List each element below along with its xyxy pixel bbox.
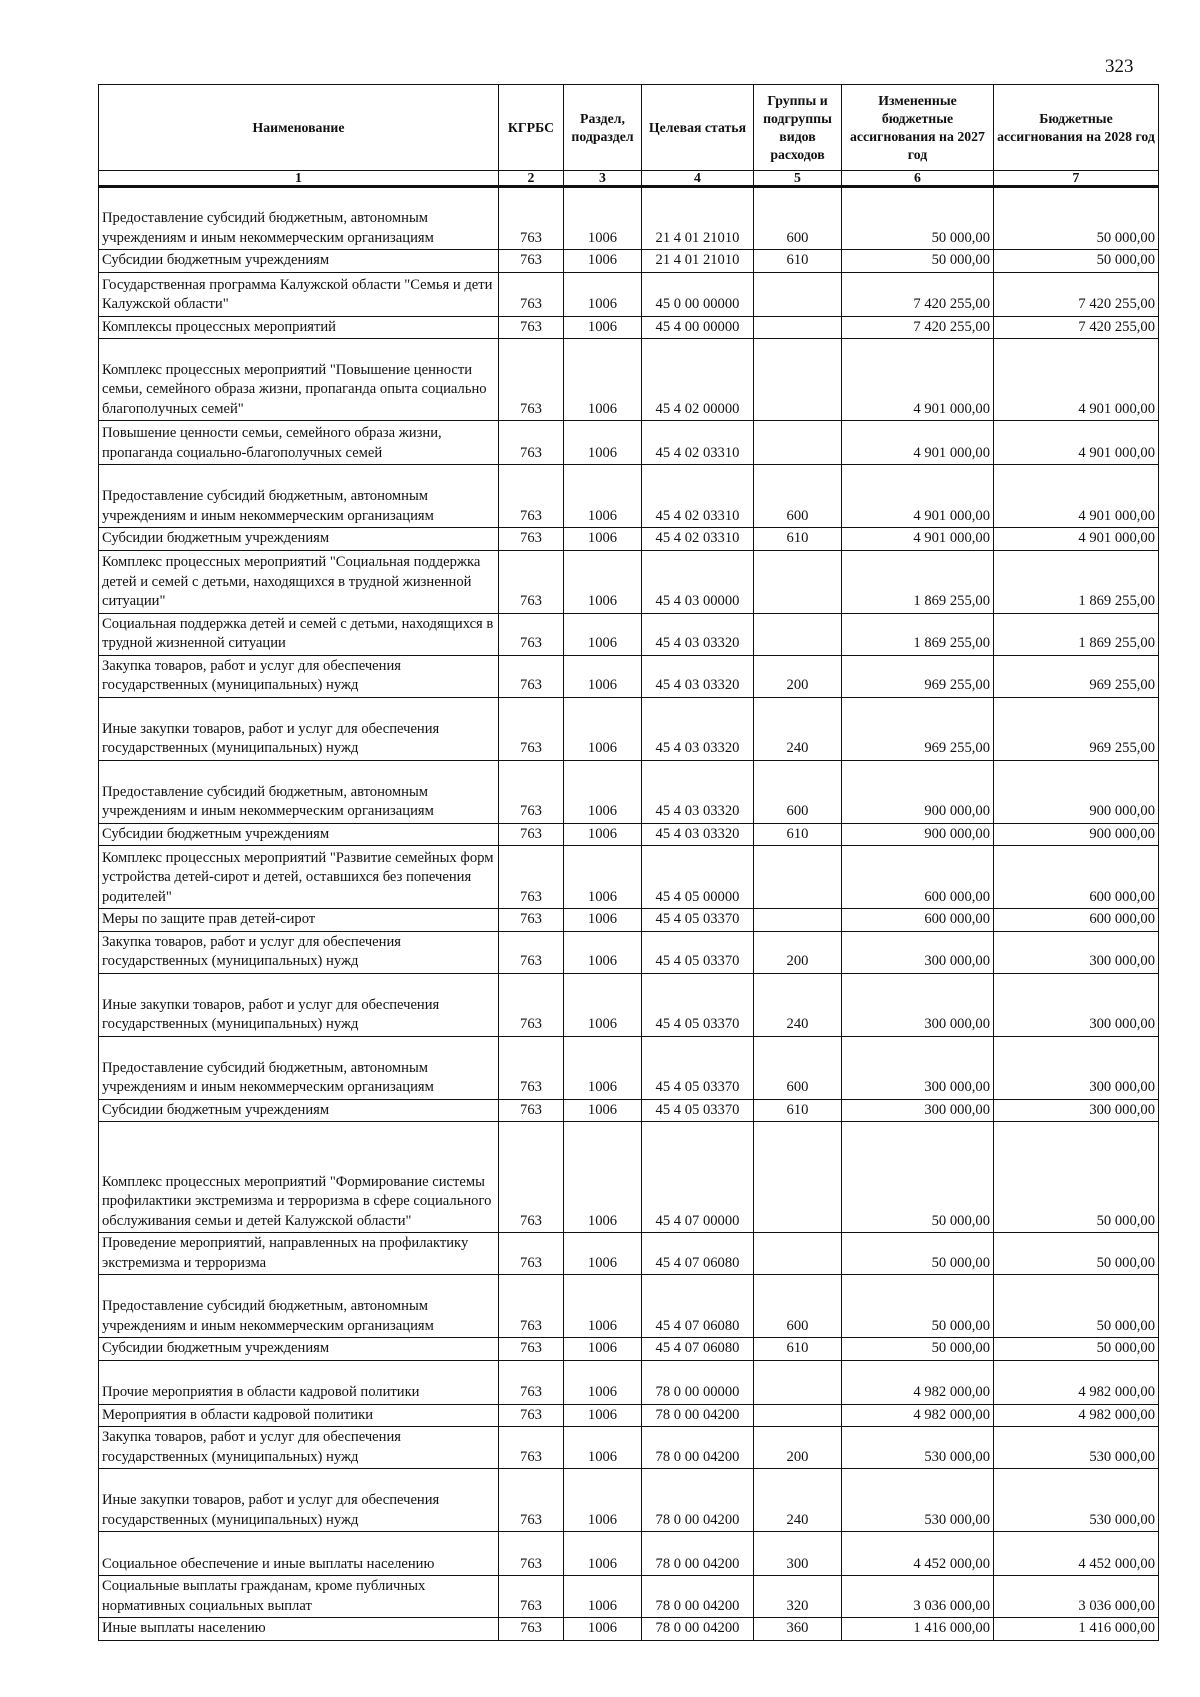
- row-name: Повышение ценности семьи, семейного образа жизни, пропаганда социально-благополучных семей: [99, 421, 499, 465]
- row-section: 1006: [564, 528, 642, 551]
- row-name: Иные закупки товаров, работ и услуг для обеспечения государственных (муниципальных) нужд: [99, 1469, 499, 1532]
- row-target-article: 45 4 05 03370: [642, 1099, 754, 1122]
- row-target-article: 45 4 07 00000: [642, 1122, 754, 1233]
- row-target-article: 45 4 00 00000: [642, 316, 754, 339]
- table-row: [99, 1427, 1159, 1469]
- row-name: Иные выплаты населению: [99, 1618, 499, 1641]
- row-kgrbs: 763: [499, 846, 564, 909]
- row-amount-2028: 50 000,00: [994, 1122, 1159, 1233]
- row-name: Иные закупки товаров, работ и услуг для обеспечения государственных (муниципальных) нужд: [99, 973, 499, 1036]
- row-expense-group: 200: [754, 655, 842, 697]
- row-amount-2028: 900 000,00: [994, 760, 1159, 823]
- row-section: 1006: [564, 272, 642, 316]
- table-row: [99, 697, 1159, 760]
- row-section: 1006: [564, 973, 642, 1036]
- row-expense-group: [754, 316, 842, 339]
- row-amount-2028: 7 420 255,00: [994, 272, 1159, 316]
- row-name: Субсидии бюджетным учреждениям: [99, 823, 499, 846]
- row-section: 1006: [564, 697, 642, 760]
- row-target-article: 78 0 00 04200: [642, 1404, 754, 1427]
- row-amount-2028: 969 255,00: [994, 697, 1159, 760]
- row-section: 1006: [564, 1338, 642, 1361]
- table-row: [99, 1618, 1159, 1641]
- row-target-article: 45 4 05 03370: [642, 909, 754, 932]
- row-kgrbs: 763: [499, 1404, 564, 1427]
- header-changed-2027: Измененные бюджетные ассигнования на 2027 год: [842, 85, 994, 171]
- header-target: Целевая статья: [642, 85, 754, 171]
- row-section: 1006: [564, 550, 642, 613]
- row-amount-2027: 4 901 000,00: [842, 339, 994, 421]
- row-target-article: 78 0 00 04200: [642, 1576, 754, 1618]
- row-expense-group: 610: [754, 250, 842, 273]
- column-number: 4: [642, 171, 754, 187]
- column-number: 7: [994, 171, 1159, 187]
- table-row: [99, 973, 1159, 1036]
- row-kgrbs: 763: [499, 528, 564, 551]
- row-name: Комплекс процессных мероприятий "Развитие семейных форм устройства детей-сирот и детей, оставшихся без попечения родителей": [99, 846, 499, 909]
- row-expense-group: [754, 909, 842, 932]
- row-expense-group: 600: [754, 760, 842, 823]
- row-kgrbs: 763: [499, 1532, 564, 1576]
- row-expense-group: 600: [754, 1036, 842, 1099]
- row-kgrbs: 763: [499, 613, 564, 655]
- row-target-article: 45 4 02 03310: [642, 421, 754, 465]
- row-target-article: 78 0 00 00000: [642, 1360, 754, 1404]
- table-row: [99, 250, 1159, 273]
- row-section: 1006: [564, 1532, 642, 1576]
- row-kgrbs: 763: [499, 1469, 564, 1532]
- row-kgrbs: 763: [499, 909, 564, 932]
- row-target-article: 78 0 00 04200: [642, 1532, 754, 1576]
- row-target-article: 45 4 05 03370: [642, 973, 754, 1036]
- row-amount-2027: 50 000,00: [842, 1122, 994, 1233]
- row-amount-2027: 4 982 000,00: [842, 1360, 994, 1404]
- row-expense-group: 600: [754, 187, 842, 250]
- row-section: 1006: [564, 1360, 642, 1404]
- row-section: 1006: [564, 1469, 642, 1532]
- table-row: [99, 1360, 1159, 1404]
- row-kgrbs: 763: [499, 550, 564, 613]
- row-amount-2028: 1 869 255,00: [994, 613, 1159, 655]
- row-expense-group: 610: [754, 1099, 842, 1122]
- row-target-article: 45 4 03 03320: [642, 760, 754, 823]
- row-amount-2027: 7 420 255,00: [842, 272, 994, 316]
- column-number: 3: [564, 171, 642, 187]
- table-row: [99, 1122, 1159, 1233]
- row-target-article: 45 4 07 06080: [642, 1338, 754, 1361]
- row-amount-2028: 530 000,00: [994, 1427, 1159, 1469]
- row-expense-group: 600: [754, 465, 842, 528]
- row-name: Комплекс процессных мероприятий "Формирование системы профилактики экстремизма и терроризма в сфере социального обслуживания семьи и детей Калужской области": [99, 1122, 499, 1233]
- row-name: Закупка товаров, работ и услуг для обеспечения государственных (муниципальных) нужд: [99, 1427, 499, 1469]
- row-name: Социальная поддержка детей и семей с детьми, находящихся в трудной жизненной ситуации: [99, 613, 499, 655]
- row-amount-2028: 50 000,00: [994, 1338, 1159, 1361]
- row-amount-2028: 530 000,00: [994, 1469, 1159, 1532]
- table-row: [99, 550, 1159, 613]
- row-amount-2027: 300 000,00: [842, 973, 994, 1036]
- row-expense-group: 320: [754, 1576, 842, 1618]
- row-amount-2028: 4 982 000,00: [994, 1360, 1159, 1404]
- row-kgrbs: 763: [499, 1099, 564, 1122]
- table-row: [99, 613, 1159, 655]
- row-amount-2028: 600 000,00: [994, 909, 1159, 932]
- row-amount-2028: 3 036 000,00: [994, 1576, 1159, 1618]
- row-section: 1006: [564, 846, 642, 909]
- row-amount-2027: 7 420 255,00: [842, 316, 994, 339]
- row-section: 1006: [564, 421, 642, 465]
- row-name: Комплекс процессных мероприятий "Социальная поддержка детей и семей с детьми, находящихся в трудной жизненной ситуации": [99, 550, 499, 613]
- row-expense-group: 610: [754, 528, 842, 551]
- row-amount-2028: 1 869 255,00: [994, 550, 1159, 613]
- row-expense-group: [754, 421, 842, 465]
- table-row: [99, 655, 1159, 697]
- row-section: 1006: [564, 760, 642, 823]
- row-kgrbs: 763: [499, 1576, 564, 1618]
- table-row: [99, 187, 1159, 250]
- table-row: [99, 1099, 1159, 1122]
- row-expense-group: [754, 846, 842, 909]
- row-amount-2028: 4 982 000,00: [994, 1404, 1159, 1427]
- row-section: 1006: [564, 465, 642, 528]
- page-number: 323: [1105, 56, 1134, 77]
- row-kgrbs: 763: [499, 250, 564, 273]
- row-amount-2027: 300 000,00: [842, 931, 994, 973]
- header-budget-2028: Бюджетные ассигнования на 2028 год: [994, 85, 1159, 171]
- row-target-article: 45 4 05 03370: [642, 1036, 754, 1099]
- row-amount-2028: 4 901 000,00: [994, 421, 1159, 465]
- row-expense-group: 200: [754, 1427, 842, 1469]
- header-section: Раздел, подраздел: [564, 85, 642, 171]
- row-target-article: 45 4 05 03370: [642, 931, 754, 973]
- row-section: 1006: [564, 316, 642, 339]
- row-target-article: 45 4 03 03320: [642, 613, 754, 655]
- header-kgrbs: КГРБС: [499, 85, 564, 171]
- row-name: Проведение мероприятий, направленных на профилактику экстремизма и терроризма: [99, 1233, 499, 1275]
- row-kgrbs: 763: [499, 697, 564, 760]
- table-row: [99, 1275, 1159, 1338]
- row-target-article: 45 4 03 03320: [642, 697, 754, 760]
- row-name: Социальные выплаты гражданам, кроме публичных нормативных социальных выплат: [99, 1576, 499, 1618]
- row-target-article: 45 4 02 03310: [642, 528, 754, 551]
- row-name: Предоставление субсидий бюджетным, автономным учреждениям и иным некоммерческим организациям: [99, 760, 499, 823]
- table-row: [99, 760, 1159, 823]
- table-row: [99, 846, 1159, 909]
- row-kgrbs: 763: [499, 973, 564, 1036]
- row-amount-2027: 50 000,00: [842, 187, 994, 250]
- row-amount-2027: 50 000,00: [842, 1338, 994, 1361]
- row-expense-group: 610: [754, 823, 842, 846]
- row-amount-2028: 50 000,00: [994, 1275, 1159, 1338]
- table-row: [99, 931, 1159, 973]
- row-section: 1006: [564, 187, 642, 250]
- row-name: Субсидии бюджетным учреждениям: [99, 1338, 499, 1361]
- row-amount-2028: 300 000,00: [994, 973, 1159, 1036]
- row-expense-group: [754, 272, 842, 316]
- row-amount-2028: 4 452 000,00: [994, 1532, 1159, 1576]
- column-number: 6: [842, 171, 994, 187]
- row-amount-2027: 900 000,00: [842, 823, 994, 846]
- table-row: [99, 909, 1159, 932]
- row-section: 1006: [564, 339, 642, 421]
- row-amount-2027: 600 000,00: [842, 846, 994, 909]
- row-amount-2028: 4 901 000,00: [994, 528, 1159, 551]
- row-section: 1006: [564, 1576, 642, 1618]
- row-kgrbs: 763: [499, 1233, 564, 1275]
- row-section: 1006: [564, 1122, 642, 1233]
- row-name: Мероприятия в области кадровой политики: [99, 1404, 499, 1427]
- column-number-row: [99, 171, 1159, 187]
- table-row: [99, 421, 1159, 465]
- table-row: [99, 1404, 1159, 1427]
- row-kgrbs: 763: [499, 465, 564, 528]
- row-kgrbs: 763: [499, 1360, 564, 1404]
- row-name: Прочие мероприятия в области кадровой политики: [99, 1360, 499, 1404]
- row-section: 1006: [564, 613, 642, 655]
- row-amount-2027: 300 000,00: [842, 1099, 994, 1122]
- row-target-article: 45 4 03 00000: [642, 550, 754, 613]
- row-name: Субсидии бюджетным учреждениям: [99, 1099, 499, 1122]
- row-kgrbs: 763: [499, 823, 564, 846]
- row-kgrbs: 763: [499, 1122, 564, 1233]
- row-amount-2027: 530 000,00: [842, 1469, 994, 1532]
- row-target-article: 78 0 00 04200: [642, 1469, 754, 1532]
- column-number: 2: [499, 171, 564, 187]
- row-amount-2028: 4 901 000,00: [994, 465, 1159, 528]
- row-kgrbs: 763: [499, 316, 564, 339]
- budget-table: [98, 84, 1159, 1641]
- row-name: Комплекс процессных мероприятий "Повышение ценности семьи, семейного образа жизни, пропаганда опыта социально благополучных семей": [99, 339, 499, 421]
- row-expense-group: [754, 1122, 842, 1233]
- row-amount-2028: 969 255,00: [994, 655, 1159, 697]
- row-kgrbs: 763: [499, 187, 564, 250]
- row-kgrbs: 763: [499, 931, 564, 973]
- row-name: Предоставление субсидий бюджетным, автономным учреждениям и иным некоммерческим организациям: [99, 1036, 499, 1099]
- row-name: Государственная программа Калужской области "Семья и дети Калужской области": [99, 272, 499, 316]
- table-row: [99, 1338, 1159, 1361]
- row-expense-group: [754, 613, 842, 655]
- row-amount-2027: 600 000,00: [842, 909, 994, 932]
- row-name: Субсидии бюджетным учреждениям: [99, 528, 499, 551]
- row-expense-group: 600: [754, 1275, 842, 1338]
- row-kgrbs: 763: [499, 1275, 564, 1338]
- row-expense-group: 300: [754, 1532, 842, 1576]
- row-section: 1006: [564, 1427, 642, 1469]
- row-amount-2027: 4 452 000,00: [842, 1532, 994, 1576]
- row-section: 1006: [564, 1618, 642, 1641]
- row-amount-2027: 1 416 000,00: [842, 1618, 994, 1641]
- row-section: 1006: [564, 823, 642, 846]
- row-target-article: 45 4 07 06080: [642, 1275, 754, 1338]
- row-amount-2028: 4 901 000,00: [994, 339, 1159, 421]
- row-name: Меры по защите прав детей-сирот: [99, 909, 499, 932]
- row-target-article: 45 4 02 03310: [642, 465, 754, 528]
- row-amount-2027: 50 000,00: [842, 250, 994, 273]
- table-row: [99, 1233, 1159, 1275]
- row-expense-group: [754, 1360, 842, 1404]
- row-target-article: 45 0 00 00000: [642, 272, 754, 316]
- row-name: Субсидии бюджетным учреждениям: [99, 250, 499, 273]
- row-amount-2028: 900 000,00: [994, 823, 1159, 846]
- table-row: [99, 823, 1159, 846]
- row-name: Закупка товаров, работ и услуг для обеспечения государственных (муниципальных) нужд: [99, 931, 499, 973]
- row-kgrbs: 763: [499, 1338, 564, 1361]
- header-name: Наименование: [99, 85, 499, 171]
- table-row: [99, 1532, 1159, 1576]
- row-amount-2028: 50 000,00: [994, 250, 1159, 273]
- table-row: [99, 1469, 1159, 1532]
- row-expense-group: 240: [754, 697, 842, 760]
- row-name: Предоставление субсидий бюджетным, автономным учреждениям и иным некоммерческим организациям: [99, 1275, 499, 1338]
- row-section: 1006: [564, 250, 642, 273]
- row-target-article: 45 4 03 03320: [642, 655, 754, 697]
- row-target-article: 45 4 05 00000: [642, 846, 754, 909]
- row-amount-2027: 4 901 000,00: [842, 421, 994, 465]
- row-amount-2028: 600 000,00: [994, 846, 1159, 909]
- row-expense-group: 610: [754, 1338, 842, 1361]
- row-amount-2028: 300 000,00: [994, 1036, 1159, 1099]
- row-name: Иные закупки товаров, работ и услуг для обеспечения государственных (муниципальных) нужд: [99, 697, 499, 760]
- row-amount-2028: 1 416 000,00: [994, 1618, 1159, 1641]
- row-name: Закупка товаров, работ и услуг для обеспечения государственных (муниципальных) нужд: [99, 655, 499, 697]
- row-target-article: 21 4 01 21010: [642, 187, 754, 250]
- row-amount-2028: 300 000,00: [994, 931, 1159, 973]
- row-target-article: 45 4 07 06080: [642, 1233, 754, 1275]
- row-expense-group: 360: [754, 1618, 842, 1641]
- table-row: [99, 465, 1159, 528]
- row-amount-2027: 50 000,00: [842, 1233, 994, 1275]
- row-amount-2027: 50 000,00: [842, 1275, 994, 1338]
- row-kgrbs: 763: [499, 339, 564, 421]
- row-kgrbs: 763: [499, 1427, 564, 1469]
- row-expense-group: [754, 339, 842, 421]
- header-groups: Группы и подгруппы видов расходов: [754, 85, 842, 171]
- row-amount-2027: 969 255,00: [842, 655, 994, 697]
- row-expense-group: [754, 1404, 842, 1427]
- row-amount-2027: 4 901 000,00: [842, 465, 994, 528]
- row-section: 1006: [564, 909, 642, 932]
- row-amount-2028: 300 000,00: [994, 1099, 1159, 1122]
- row-expense-group: [754, 1233, 842, 1275]
- row-kgrbs: 763: [499, 1036, 564, 1099]
- table-row: [99, 316, 1159, 339]
- row-expense-group: 200: [754, 931, 842, 973]
- row-kgrbs: 763: [499, 1618, 564, 1641]
- table-row: [99, 1576, 1159, 1618]
- table-row: [99, 1036, 1159, 1099]
- row-target-article: 45 4 02 00000: [642, 339, 754, 421]
- row-amount-2027: 300 000,00: [842, 1036, 994, 1099]
- row-amount-2027: 900 000,00: [842, 760, 994, 823]
- row-target-article: 21 4 01 21010: [642, 250, 754, 273]
- table-header-row: [99, 85, 1159, 171]
- row-section: 1006: [564, 1099, 642, 1122]
- row-expense-group: 240: [754, 973, 842, 1036]
- table-body: [99, 187, 1159, 1641]
- row-kgrbs: 763: [499, 760, 564, 823]
- row-section: 1006: [564, 1275, 642, 1338]
- row-target-article: 45 4 03 03320: [642, 823, 754, 846]
- row-amount-2027: 4 982 000,00: [842, 1404, 994, 1427]
- row-section: 1006: [564, 931, 642, 973]
- row-name: Комплексы процессных мероприятий: [99, 316, 499, 339]
- column-number: 1: [99, 171, 499, 187]
- row-name: Предоставление субсидий бюджетным, автономным учреждениям и иным некоммерческим организациям: [99, 465, 499, 528]
- row-section: 1006: [564, 655, 642, 697]
- row-amount-2027: 1 869 255,00: [842, 613, 994, 655]
- row-amount-2028: 50 000,00: [994, 1233, 1159, 1275]
- row-amount-2027: 1 869 255,00: [842, 550, 994, 613]
- row-name: Социальное обеспечение и иные выплаты населению: [99, 1532, 499, 1576]
- table-row: [99, 339, 1159, 421]
- row-amount-2028: 50 000,00: [994, 187, 1159, 250]
- row-kgrbs: 763: [499, 421, 564, 465]
- row-kgrbs: 763: [499, 272, 564, 316]
- row-name: Предоставление субсидий бюджетным, автономным учреждениям и иным некоммерческим организациям: [99, 187, 499, 250]
- row-amount-2028: 7 420 255,00: [994, 316, 1159, 339]
- row-expense-group: [754, 550, 842, 613]
- row-amount-2027: 530 000,00: [842, 1427, 994, 1469]
- table-row: [99, 528, 1159, 551]
- row-target-article: 78 0 00 04200: [642, 1427, 754, 1469]
- row-kgrbs: 763: [499, 655, 564, 697]
- row-amount-2027: 969 255,00: [842, 697, 994, 760]
- row-section: 1006: [564, 1404, 642, 1427]
- row-target-article: 78 0 00 04200: [642, 1618, 754, 1641]
- row-amount-2027: 3 036 000,00: [842, 1576, 994, 1618]
- row-amount-2027: 4 901 000,00: [842, 528, 994, 551]
- row-section: 1006: [564, 1233, 642, 1275]
- column-number: 5: [754, 171, 842, 187]
- row-expense-group: 240: [754, 1469, 842, 1532]
- row-section: 1006: [564, 1036, 642, 1099]
- table-row: [99, 272, 1159, 316]
